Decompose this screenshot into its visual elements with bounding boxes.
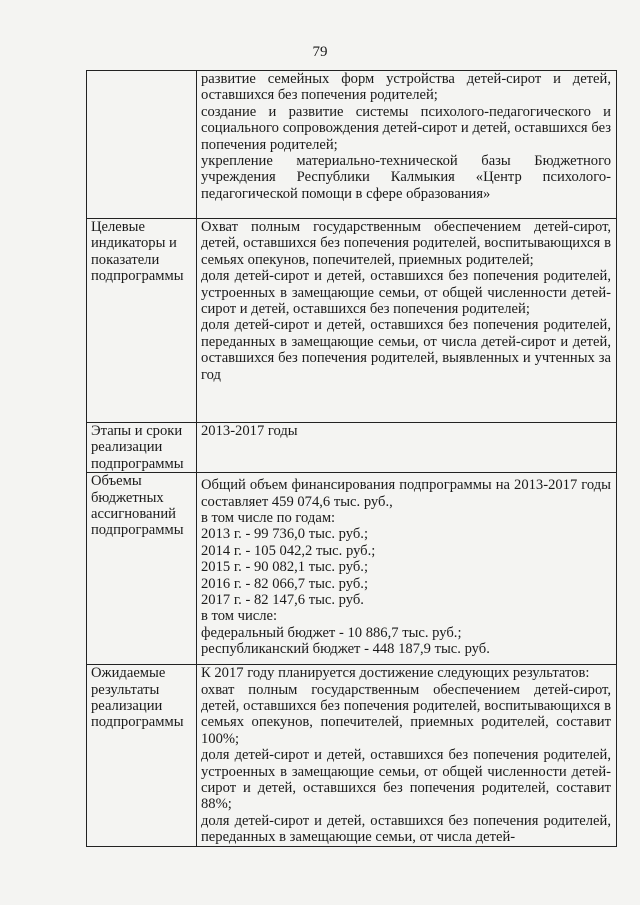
row-label (87, 71, 197, 219)
table-row (87, 71, 617, 219)
paragraph: в том числе по годам: (201, 510, 336, 527)
row-content (197, 665, 617, 846)
paragraph: 2013 г. - 99 736,0 тыс. руб.; (201, 526, 369, 543)
paragraph: Охват полным государственным обеспечением детей-сирот, детей, оставшихся без попечения родителей, воспитывающихся в семьях опекунов, попечителей, приемных родителей; (201, 219, 611, 268)
paragraph: доля детей-сирот и детей, оставшихся без попечения родителей, переданных в замещающие семьи, от числа детей-сирот и детей, оставшихся без попечения родителей, выявленных и учтенных за год (201, 317, 611, 383)
table-row (87, 665, 617, 846)
subprogram-passport-table (86, 70, 617, 847)
paragraph: 2016 г. - 82 066,7 тыс. руб.; (201, 575, 369, 592)
row-label: Объемы бюджетных ассигнований подпрограммы (87, 473, 197, 665)
table-row (87, 423, 617, 473)
paragraph: Общий объем финансирования подпрограммы на 2013-2017 годы составляет 459 074,6 тыс. руб., (201, 477, 611, 510)
row-label: Этапы и сроки реализации подпрограммы (87, 423, 197, 473)
paragraph: доля детей-сирот и детей, оставшихся без попечения родителей, устроенных в замещающие семьи, от общей численности детей-сирот и детей, оставшихся без попечения родителей; (201, 268, 611, 318)
paragraph: 2017 г. - 82 147,6 тыс. руб. (201, 592, 364, 609)
paragraph: в том числе: (201, 608, 278, 625)
paragraph: федеральный бюджет - 10 886,7 тыс. руб.; (201, 624, 462, 641)
table-row (87, 473, 617, 665)
paragraph: республиканский бюджет - 448 187,9 тыс. руб. (201, 641, 490, 658)
page-number: 79 (312, 44, 328, 60)
paragraph: 2015 г. - 90 082,1 тыс. руб.; (201, 559, 369, 576)
paragraph: создание и развитие системы психолого-педагогического и социального сопровождения детей-сирот и детей, оставшихся без попечения родителей; (201, 103, 611, 153)
row-content (197, 423, 617, 473)
paragraph: укрепление материально-технической базы Бюджетного учреждения Республики Калмыкия «Центр психолого-педагогической помощи в сфере образования» (201, 153, 611, 202)
row-content (197, 219, 617, 423)
paragraph: 2014 г. - 105 042,2 тыс. руб.; (201, 542, 376, 559)
paragraph: развитие семейных форм устройства детей-сирот и детей, оставшихся без попечения родителей; (201, 71, 611, 104)
paragraph: доля детей-сирот и детей, оставшихся без попечения родителей, устроенных в замещающие семьи, от общей численности детей-сирот и детей, оставшихся без попечения родителей, составит 88%; (201, 747, 611, 813)
table-row (87, 219, 617, 423)
paragraph: доля детей-сирот и детей, оставшихся без попечения родителей, переданных в замещающие семьи, от числа детей- (201, 812, 611, 846)
paragraph: К 2017 году планируется достижение следующих результатов: (201, 665, 590, 682)
row-content (197, 71, 617, 219)
paragraph: охват полным государственным обеспечением детей-сирот, детей, оставшихся без попечения родителей, воспитывающихся в семьях опекунов, попечителей, приемных родителей, составит 100%; (201, 681, 611, 747)
row-content (197, 473, 617, 665)
paragraph: 2013-2017 годы (201, 423, 298, 439)
row-label: Ожидаемые результаты реализации подпрограммы (87, 665, 197, 846)
row-label: Целевые индикаторы и показатели подпрограммы (87, 219, 197, 423)
